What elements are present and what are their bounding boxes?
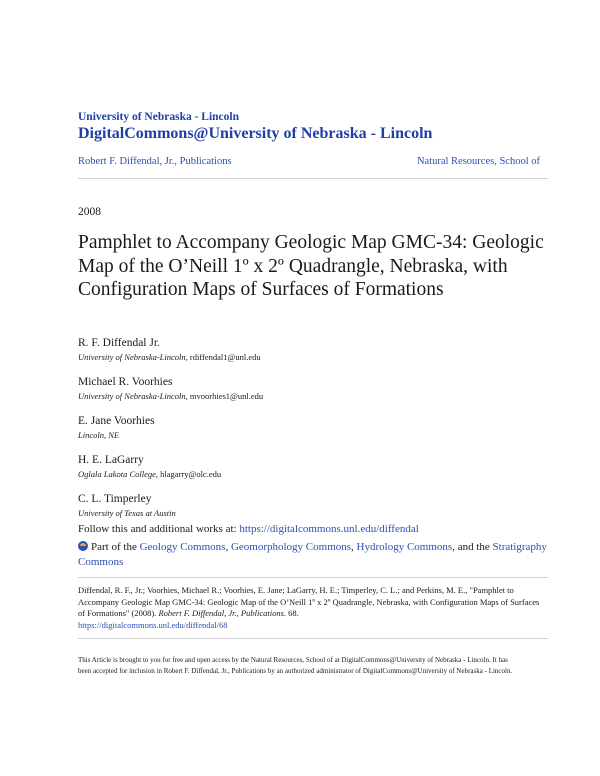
- collection-link[interactable]: https://digitalcommons.unl.edu/diffendal: [239, 523, 419, 535]
- department-link[interactable]: Natural Resources, School of: [416, 156, 540, 167]
- geology-commons-link[interactable]: Geology Commons: [139, 541, 226, 553]
- stratigraphy-commons-link[interactable]: Stratigraphy Commons: [78, 541, 547, 568]
- author-affiliation: [78, 507, 548, 520]
- document-title: Pamphlet to Accompany Geologic Map GMC-34: Geologic Map of the O’Neill 1º x 2º Quadrangle, Nebraska, with Configuration Maps of Surfaces of Formations: [78, 232, 544, 300]
- author-entry: [78, 336, 548, 375]
- author-entry: [78, 375, 548, 414]
- separator: ,: [351, 541, 357, 553]
- author-institution: Lincoln, NE: [78, 430, 120, 440]
- divider: [78, 638, 548, 639]
- repository-brand[interactable]: [78, 110, 432, 144]
- institution-name[interactable]: University of Nebraska - Lincoln: [78, 111, 239, 123]
- access-notice: This Article is brought to you for free and open access by the Natural Resources, School of at DigitalCommons@University of Nebraska - Lincoln. It has been accepted for inclusion in Robert F. Diffendal, Jr., Publications by an authorized administrator of DigitalCommons@University of Nebraska - Lincoln.: [78, 656, 513, 675]
- geomorphology-commons-link[interactable]: Geomorphology Commons: [230, 541, 352, 553]
- author-affiliation: University of Nebraska-Lincoln, mvoorhies1@unl.edu: [78, 391, 264, 401]
- author-entry: [78, 453, 548, 492]
- series-link[interactable]: Robert F. Diffendal, Jr., Publications: [78, 156, 232, 167]
- author-name: C. L. Timperley: [78, 493, 152, 505]
- separator: ,: [225, 541, 231, 553]
- author-affiliation: [78, 429, 548, 442]
- author-name: H. E. LaGarry: [78, 454, 144, 466]
- author-name: E. Jane Voorhies: [78, 415, 155, 427]
- divider: [78, 577, 548, 578]
- repository-name[interactable]: DigitalCommons@University of Nebraska - Lincoln: [78, 125, 433, 142]
- author-institution: University of Texas at Austin: [78, 508, 176, 518]
- author-institution: Oglala Lakota College: [78, 469, 156, 479]
- citation-url[interactable]: https://digitalcommons.unl.edu/diffendal/68: [78, 619, 228, 630]
- author-institution: University of Nebraska-Lincoln: [78, 352, 186, 362]
- author-name: R. F. Diffendal Jr.: [78, 337, 160, 349]
- author-email: rdiffendal1@unl.edu: [189, 352, 261, 362]
- author-institution: University of Nebraska-Lincoln: [78, 391, 186, 401]
- bepress-icon: [78, 541, 88, 551]
- part-of-line: [78, 540, 548, 570]
- author-email: mvoorhies1@unl.edu: [189, 391, 264, 401]
- follow-line: [78, 522, 548, 536]
- citation-number: . 68.: [283, 608, 299, 618]
- hydrology-commons-link[interactable]: Hydrology Commons: [356, 541, 453, 553]
- author-entry: [78, 414, 548, 453]
- follow-text: Follow this and additional works at:: [78, 523, 240, 535]
- separator: , and the: [452, 541, 493, 553]
- series-bar: [78, 152, 548, 179]
- author-name: Michael R. Voorhies: [78, 376, 173, 388]
- author-affiliation: Oglala Lakota College, hlagarry@olc.edu: [78, 469, 222, 479]
- part-of-text: Part of the: [91, 541, 140, 553]
- publication-year: 2008: [78, 206, 101, 218]
- author-email: hlagarry@olc.edu: [160, 469, 222, 479]
- citation-series: Robert F. Diffendal, Jr., Publications: [158, 608, 284, 618]
- author-list: [78, 336, 548, 531]
- citation-text: Diffendal, R. F., Jr.; Voorhies, Michael R.; Voorhies, E. Jane; LaGarry, H. E.; Timperley, C. L.; and Perkins, M. E., "Pamphlet to Accompany Geologic Map GMC-34: Geologic Map of the O’Neill 1º x 2º Quadrangle, Nebraska, with Configuration Maps of Surfaces of Formations" (2008).: [78, 585, 540, 618]
- author-affiliation: University of Nebraska-Lincoln, rdiffendal1@unl.edu: [78, 352, 261, 362]
- citation: [78, 585, 548, 631]
